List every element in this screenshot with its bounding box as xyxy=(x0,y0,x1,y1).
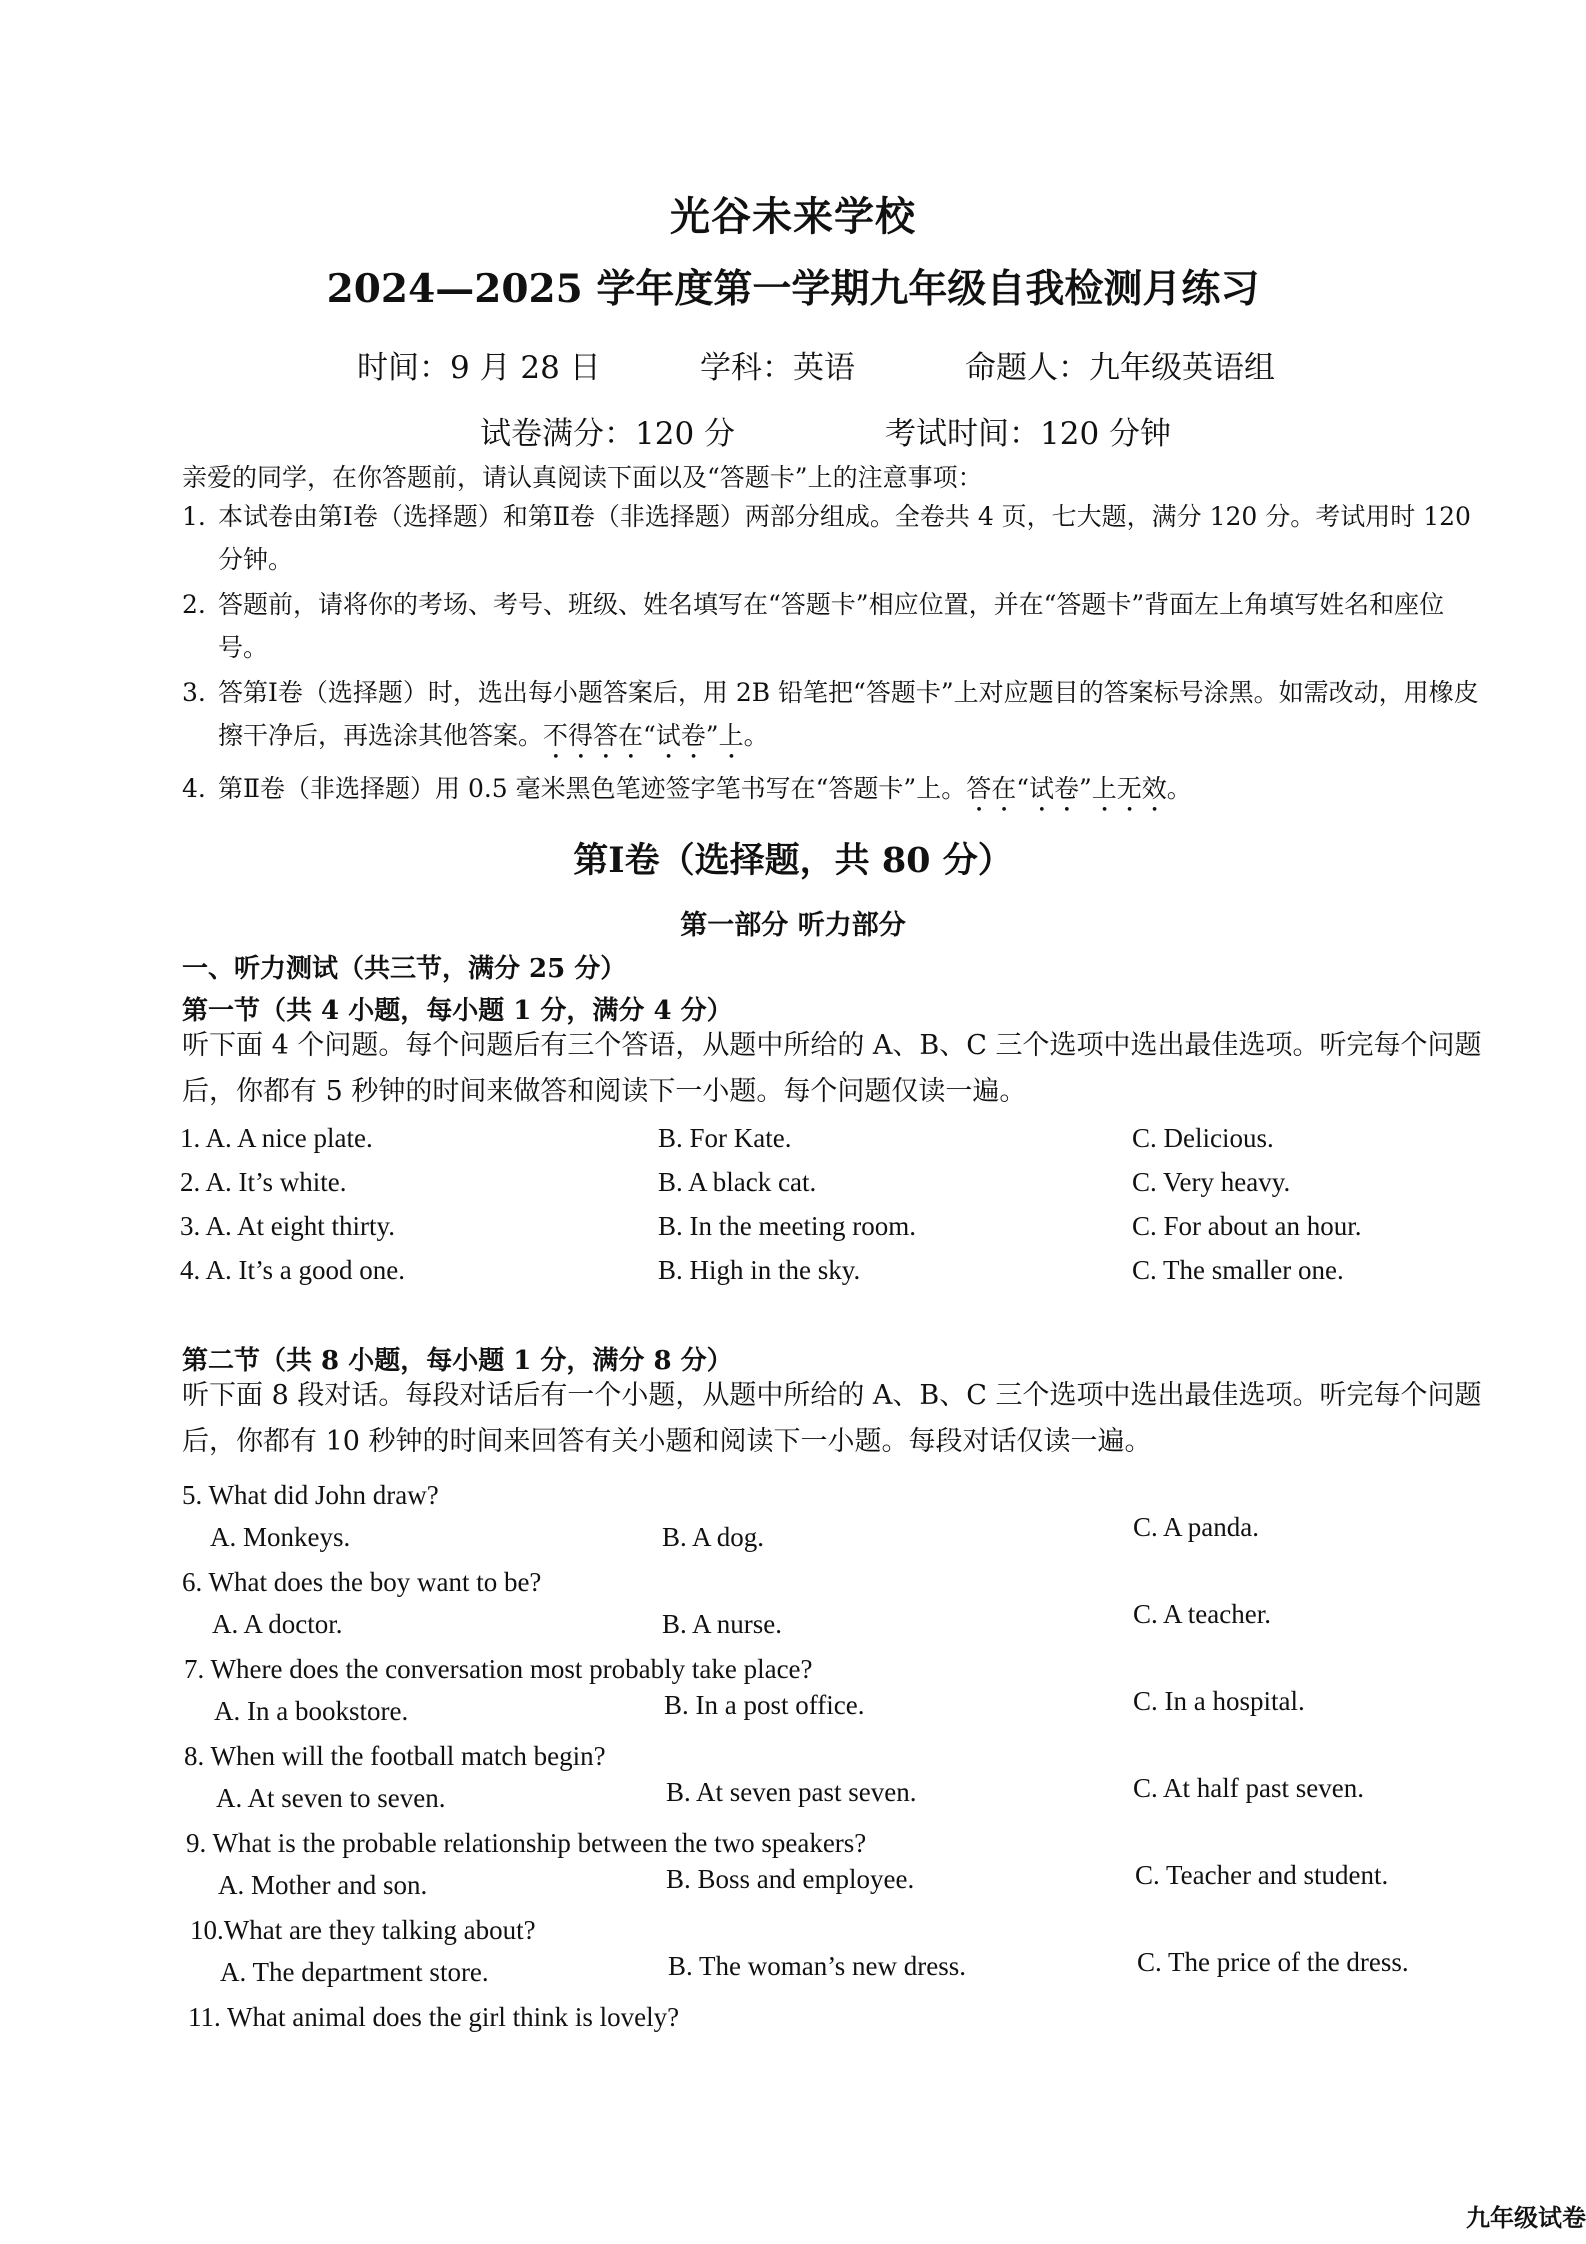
subsection-2-heading: 第二节（共 8 小题，每小题 1 分，满分 8 分） xyxy=(182,1346,733,1376)
instruction-text: 第Ⅱ卷（非选择题）用 0.5 毫米黑色笔迹签字笔书写在“答题卡”上。 xyxy=(218,774,967,803)
option-b: B. Boss and employee. xyxy=(666,1864,915,1894)
volume-title: 第Ⅰ卷（选择题，共 80 分） xyxy=(573,840,1013,881)
option-a: 4. A. It’s a good one. xyxy=(180,1255,405,1285)
option-b: B. In the meeting room. xyxy=(658,1211,916,1241)
subsection-2-instruction: 听下面 8 段对话。每段对话后有一个小题，从题中所给的 A、B、C 三个选项中选出最佳选项。听完每个问题后，你都有 10 秒钟的时间来回答有关小题和阅读下一小题。每段对话仅读一遍。 xyxy=(182,1380,1482,1457)
instructions-intro: 亲爱的同学，在你答题前，请认真阅读下面以及“答题卡”上的注意事项： xyxy=(182,463,983,492)
exam-subject: 学科：英语 xyxy=(700,350,855,386)
instruction-emphasis: 不得答在“试卷”上。 xyxy=(543,721,769,750)
option-b: B. A black cat. xyxy=(658,1167,817,1197)
part-title: 第一部分 听力部分 xyxy=(680,910,906,941)
option-c: C. Delicious. xyxy=(1132,1123,1274,1153)
option-a: A. Monkeys. xyxy=(210,1522,351,1552)
option-a: A. The department store. xyxy=(220,1957,489,1987)
instruction-item xyxy=(182,583,1482,669)
instruction-item xyxy=(182,671,1482,765)
instruction-number: 4. xyxy=(182,774,206,803)
instruction-body xyxy=(218,767,1192,818)
option-b: B. High in the sky. xyxy=(658,1255,861,1285)
school-name: 光谷未来学校 xyxy=(670,193,916,240)
option-b: B. For Kate. xyxy=(658,1123,792,1153)
option-a: A. At seven to seven. xyxy=(216,1783,446,1813)
option-c: C. Very heavy. xyxy=(1132,1167,1291,1197)
option-b: B. At seven past seven. xyxy=(666,1777,917,1807)
option-c: C. In a hospital. xyxy=(1133,1686,1305,1716)
exam-date: 时间：9 月 28 日 xyxy=(357,350,601,386)
option-c: C. For about an hour. xyxy=(1132,1211,1362,1241)
option-a: 2. A. It’s white. xyxy=(180,1167,347,1197)
instruction-number: 2. xyxy=(182,590,206,619)
option-a: 1. A. A nice plate. xyxy=(180,1123,373,1153)
instruction-text: 答第Ⅰ卷（选择题）时，选出每小题答案后，用 2B 铅笔把“答题卡”上对应题目的答案标号涂黑。如需改动，用橡皮擦干净后，再选涂其他答案。 xyxy=(218,678,1479,750)
question-text: 7. Where does the conversation most probably take place? xyxy=(184,1654,813,1684)
instructions-list xyxy=(182,495,1482,820)
instruction-text: 答题前，请将你的考场、考号、班级、姓名填写在“答题卡”相应位置，并在“答题卡”背面左上角填写姓名和座位号。 xyxy=(218,590,1445,662)
instruction-emphasis: 答在“试卷”上无效。 xyxy=(966,774,1192,803)
option-a: 3. A. At eight thirty. xyxy=(180,1211,395,1241)
instruction-text: 本试卷由第Ⅰ卷（选择题）和第Ⅱ卷（非选择题）两部分组成。全卷共 4 页，七大题，满分 120 分。考试用时 120 分钟。 xyxy=(218,502,1471,574)
subsection-1-instruction: 听下面 4 个问题。每个问题后有三个答语，从题中所给的 A、B、C 三个选项中选出最佳选项。听完每个问题后，你都有 5 秒钟的时间来做答和阅读下一小题。每个问题仅读一遍。 xyxy=(182,1030,1482,1107)
option-b: B. A dog. xyxy=(662,1522,765,1552)
option-a: A. In a bookstore. xyxy=(214,1696,409,1726)
option-b: B. A nurse. xyxy=(662,1609,783,1639)
option-b: B. The woman’s new dress. xyxy=(668,1951,966,1981)
option-c: C. A panda. xyxy=(1133,1512,1259,1542)
instruction-item xyxy=(182,767,1482,818)
question-text: 6. What does the boy want to be? xyxy=(182,1567,542,1597)
option-a: A. A doctor. xyxy=(212,1609,343,1639)
question-row xyxy=(180,1211,1480,1251)
option-c: C. Teacher and student. xyxy=(1135,1860,1389,1890)
option-c: C. The price of the dress. xyxy=(1137,1947,1409,1977)
option-c: C. The smaller one. xyxy=(1132,1255,1344,1285)
section-heading: 一、听力测试（共三节，满分 25 分） xyxy=(182,954,627,984)
instruction-number: 1. xyxy=(182,502,206,531)
instruction-body xyxy=(218,671,1482,765)
option-b: B. In a post office. xyxy=(664,1690,865,1720)
instruction-item xyxy=(182,495,1482,581)
question-row xyxy=(180,1123,1480,1163)
question-text: 10.What are they talking about? xyxy=(190,1915,536,1945)
question-text: 11. What animal does the girl think is lovely? xyxy=(188,2002,680,2032)
question-row xyxy=(180,1255,1480,1295)
option-c: C. A teacher. xyxy=(1133,1599,1271,1629)
exam-author: 命题人：九年级英语组 xyxy=(965,350,1275,386)
question-text: 5. What did John draw? xyxy=(182,1480,439,1510)
question-text: 8. When will the football match begin? xyxy=(184,1741,606,1771)
option-a: A. Mother and son. xyxy=(218,1870,428,1900)
exam-title: 2024—2025 学年度第一学期九年级自我检测月练习 xyxy=(326,266,1260,312)
instruction-number: 3. xyxy=(182,678,206,707)
page-footer: 九年级试卷 xyxy=(1466,2203,1586,2232)
question-row xyxy=(180,1167,1480,1207)
option-c: C. At half past seven. xyxy=(1133,1773,1364,1803)
subsection-1-heading: 第一节（共 4 小题，每小题 1 分，满分 4 分） xyxy=(182,996,733,1026)
full-score: 试卷满分：120 分 xyxy=(480,416,736,452)
exam-duration: 考试时间：120 分钟 xyxy=(885,416,1172,452)
question-text: 9. What is the probable relationship between the two speakers? xyxy=(186,1828,867,1858)
